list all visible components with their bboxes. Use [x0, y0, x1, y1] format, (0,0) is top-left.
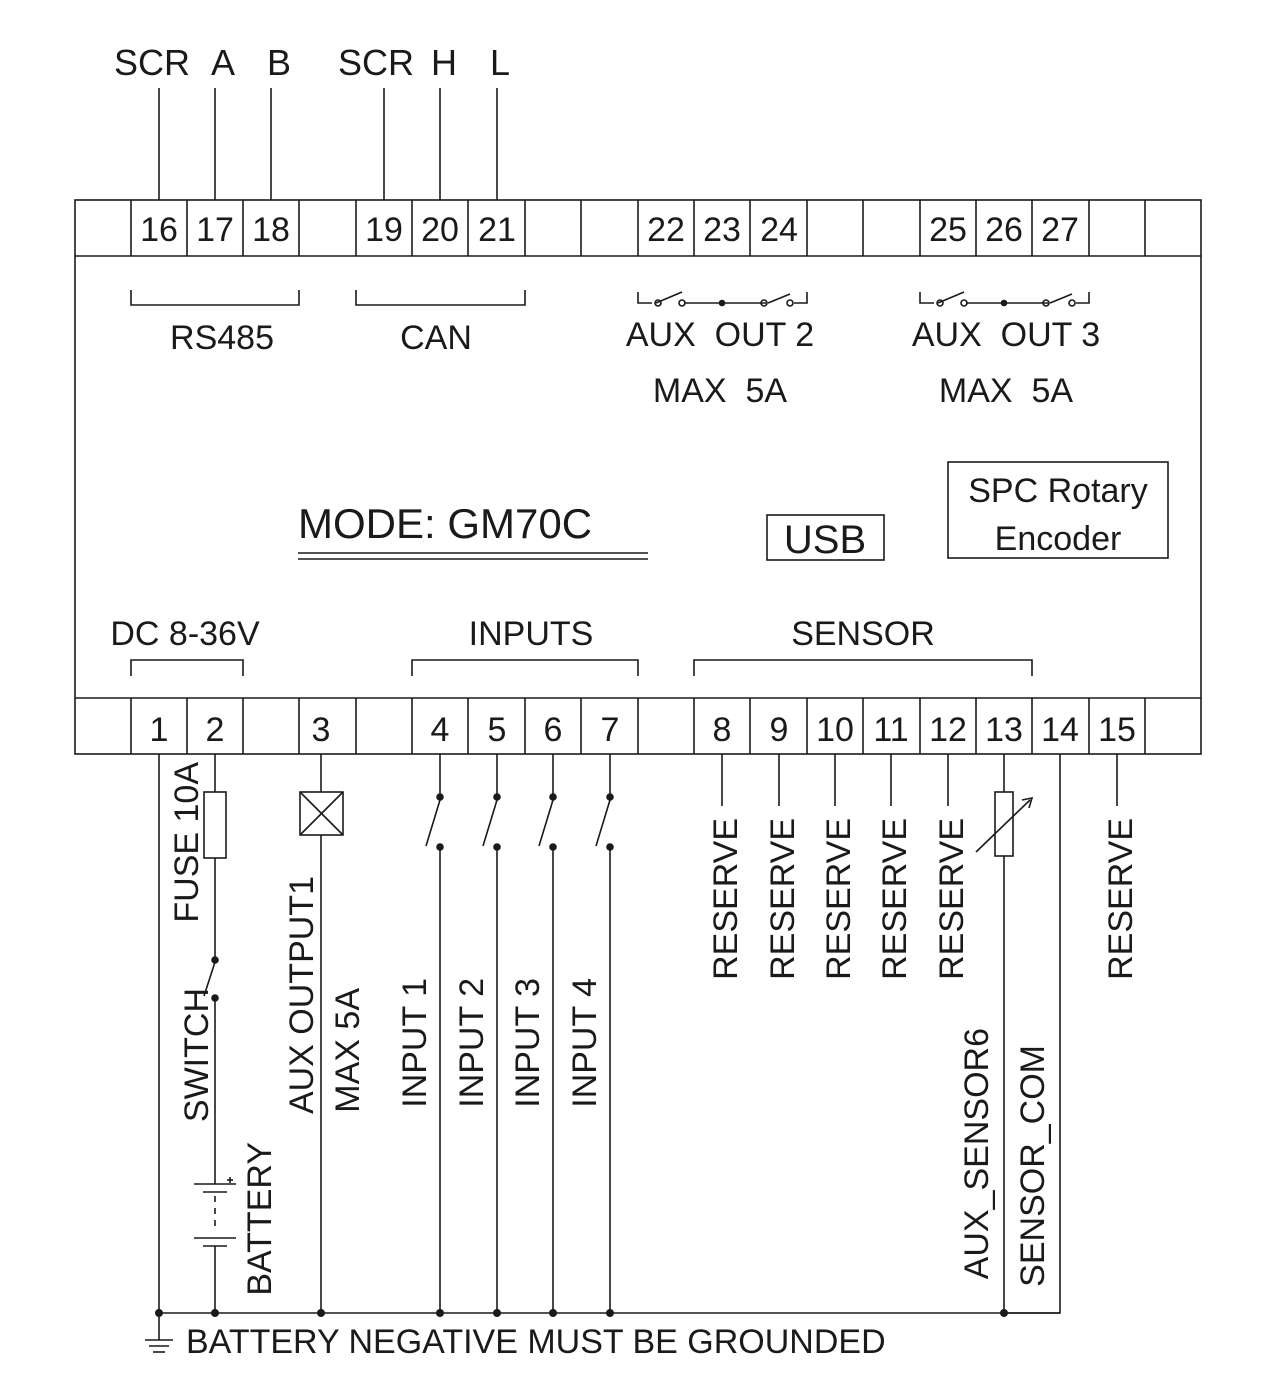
rs485-scr-label: SCR	[113, 42, 191, 83]
input-1-label: INPUT 1	[396, 978, 434, 1108]
ground-icon	[145, 1313, 173, 1352]
terminal-11: 11	[873, 711, 909, 749]
can-l-label: L	[489, 42, 511, 83]
sensor-bracket	[694, 660, 1032, 676]
reserve-11-label: RESERVE	[876, 818, 914, 980]
ground-warning: BATTERY NEGATIVE MUST BE GROUNDED	[186, 1323, 886, 1361]
aux-out3-max-label: MAX 5A	[938, 372, 1074, 410]
mode-label: MODE: GM70C	[298, 500, 593, 547]
aux-out2-label: AUX OUT 2	[625, 316, 815, 354]
terminal-20: 20	[421, 211, 459, 249]
reserve-12-label: RESERVE	[933, 818, 971, 980]
aux-output1-max-label: MAX 5A	[329, 988, 367, 1113]
inputs-label: INPUTS	[468, 615, 594, 653]
battery-label: BATTERY	[241, 1142, 279, 1296]
terminal-19: 19	[365, 211, 403, 249]
terminal-3: 3	[311, 711, 331, 749]
reserve-10-label: RESERVE	[820, 818, 858, 980]
inputs-bracket	[412, 660, 638, 676]
terminal-10: 10	[816, 711, 854, 749]
fuse-icon	[204, 792, 226, 858]
sensor-com-label: SENSOR_COM	[1014, 1045, 1052, 1287]
terminal-24: 24	[760, 211, 798, 249]
terminal-22: 22	[647, 211, 685, 249]
terminal-9: 9	[769, 711, 789, 749]
terminal-23: 23	[703, 211, 741, 249]
terminal-12: 12	[929, 711, 967, 749]
sensor-label: SENSOR	[791, 615, 935, 653]
rs485-label: RS485	[170, 319, 274, 357]
terminal-6: 6	[543, 711, 563, 749]
aux-out3-label: AUX OUT 3	[911, 316, 1101, 354]
relay-aux-out3-icon	[920, 292, 1089, 306]
rs485-bracket	[131, 290, 299, 305]
aux-out2-max-label: MAX 5A	[652, 372, 788, 410]
switch-label: SWITCH	[178, 988, 216, 1123]
reserve-wires	[722, 754, 1117, 806]
input-3-label: INPUT 3	[509, 978, 547, 1108]
encoder-line2: Encoder	[994, 520, 1122, 558]
relay-aux-out2-icon	[638, 292, 807, 306]
top-wires	[159, 88, 497, 200]
encoder-line1: SPC Rotary	[968, 472, 1148, 510]
terminal-7: 7	[600, 711, 620, 749]
rs485-a-label: A	[210, 42, 236, 83]
reserve-8-label: RESERVE	[707, 818, 745, 980]
can-scr-label: SCR	[337, 42, 415, 83]
rs485-b-label: B	[266, 42, 292, 83]
terminal-4: 4	[430, 711, 450, 749]
input-2-label: INPUT 2	[453, 978, 491, 1108]
aux-output1-label: AUX OUTPUT1	[283, 876, 321, 1115]
power-label: DC 8-36V	[110, 615, 260, 653]
can-h-label: H	[431, 42, 457, 83]
terminal-25: 25	[929, 211, 967, 249]
reserve-15-label: RESERVE	[1102, 818, 1140, 980]
input-4-label: INPUT 4	[566, 978, 604, 1108]
terminal-14: 14	[1041, 711, 1079, 749]
terminal-21: 21	[478, 211, 516, 249]
can-label: CAN	[400, 319, 472, 357]
terminal-1: 1	[149, 711, 169, 749]
terminal-16: 16	[140, 211, 178, 249]
power-bracket	[131, 660, 243, 676]
reserve-9-label: RESERVE	[764, 818, 802, 980]
usb-label: USB	[783, 518, 867, 562]
aux-sensor6-label: AUX_SENSOR6	[958, 1028, 996, 1280]
terminal-8: 8	[712, 711, 732, 749]
terminal-13: 13	[985, 711, 1023, 749]
terminal-27: 27	[1041, 211, 1079, 249]
terminal-15: 15	[1098, 711, 1136, 749]
battery-icon	[194, 1177, 236, 1246]
terminal-26: 26	[985, 211, 1023, 249]
terminal-18: 18	[252, 211, 290, 249]
terminal-5: 5	[487, 711, 507, 749]
terminal-17: 17	[196, 211, 234, 249]
fuse-label: FUSE 10A	[168, 762, 206, 923]
terminal-2: 2	[205, 711, 225, 749]
can-bracket	[356, 290, 525, 305]
